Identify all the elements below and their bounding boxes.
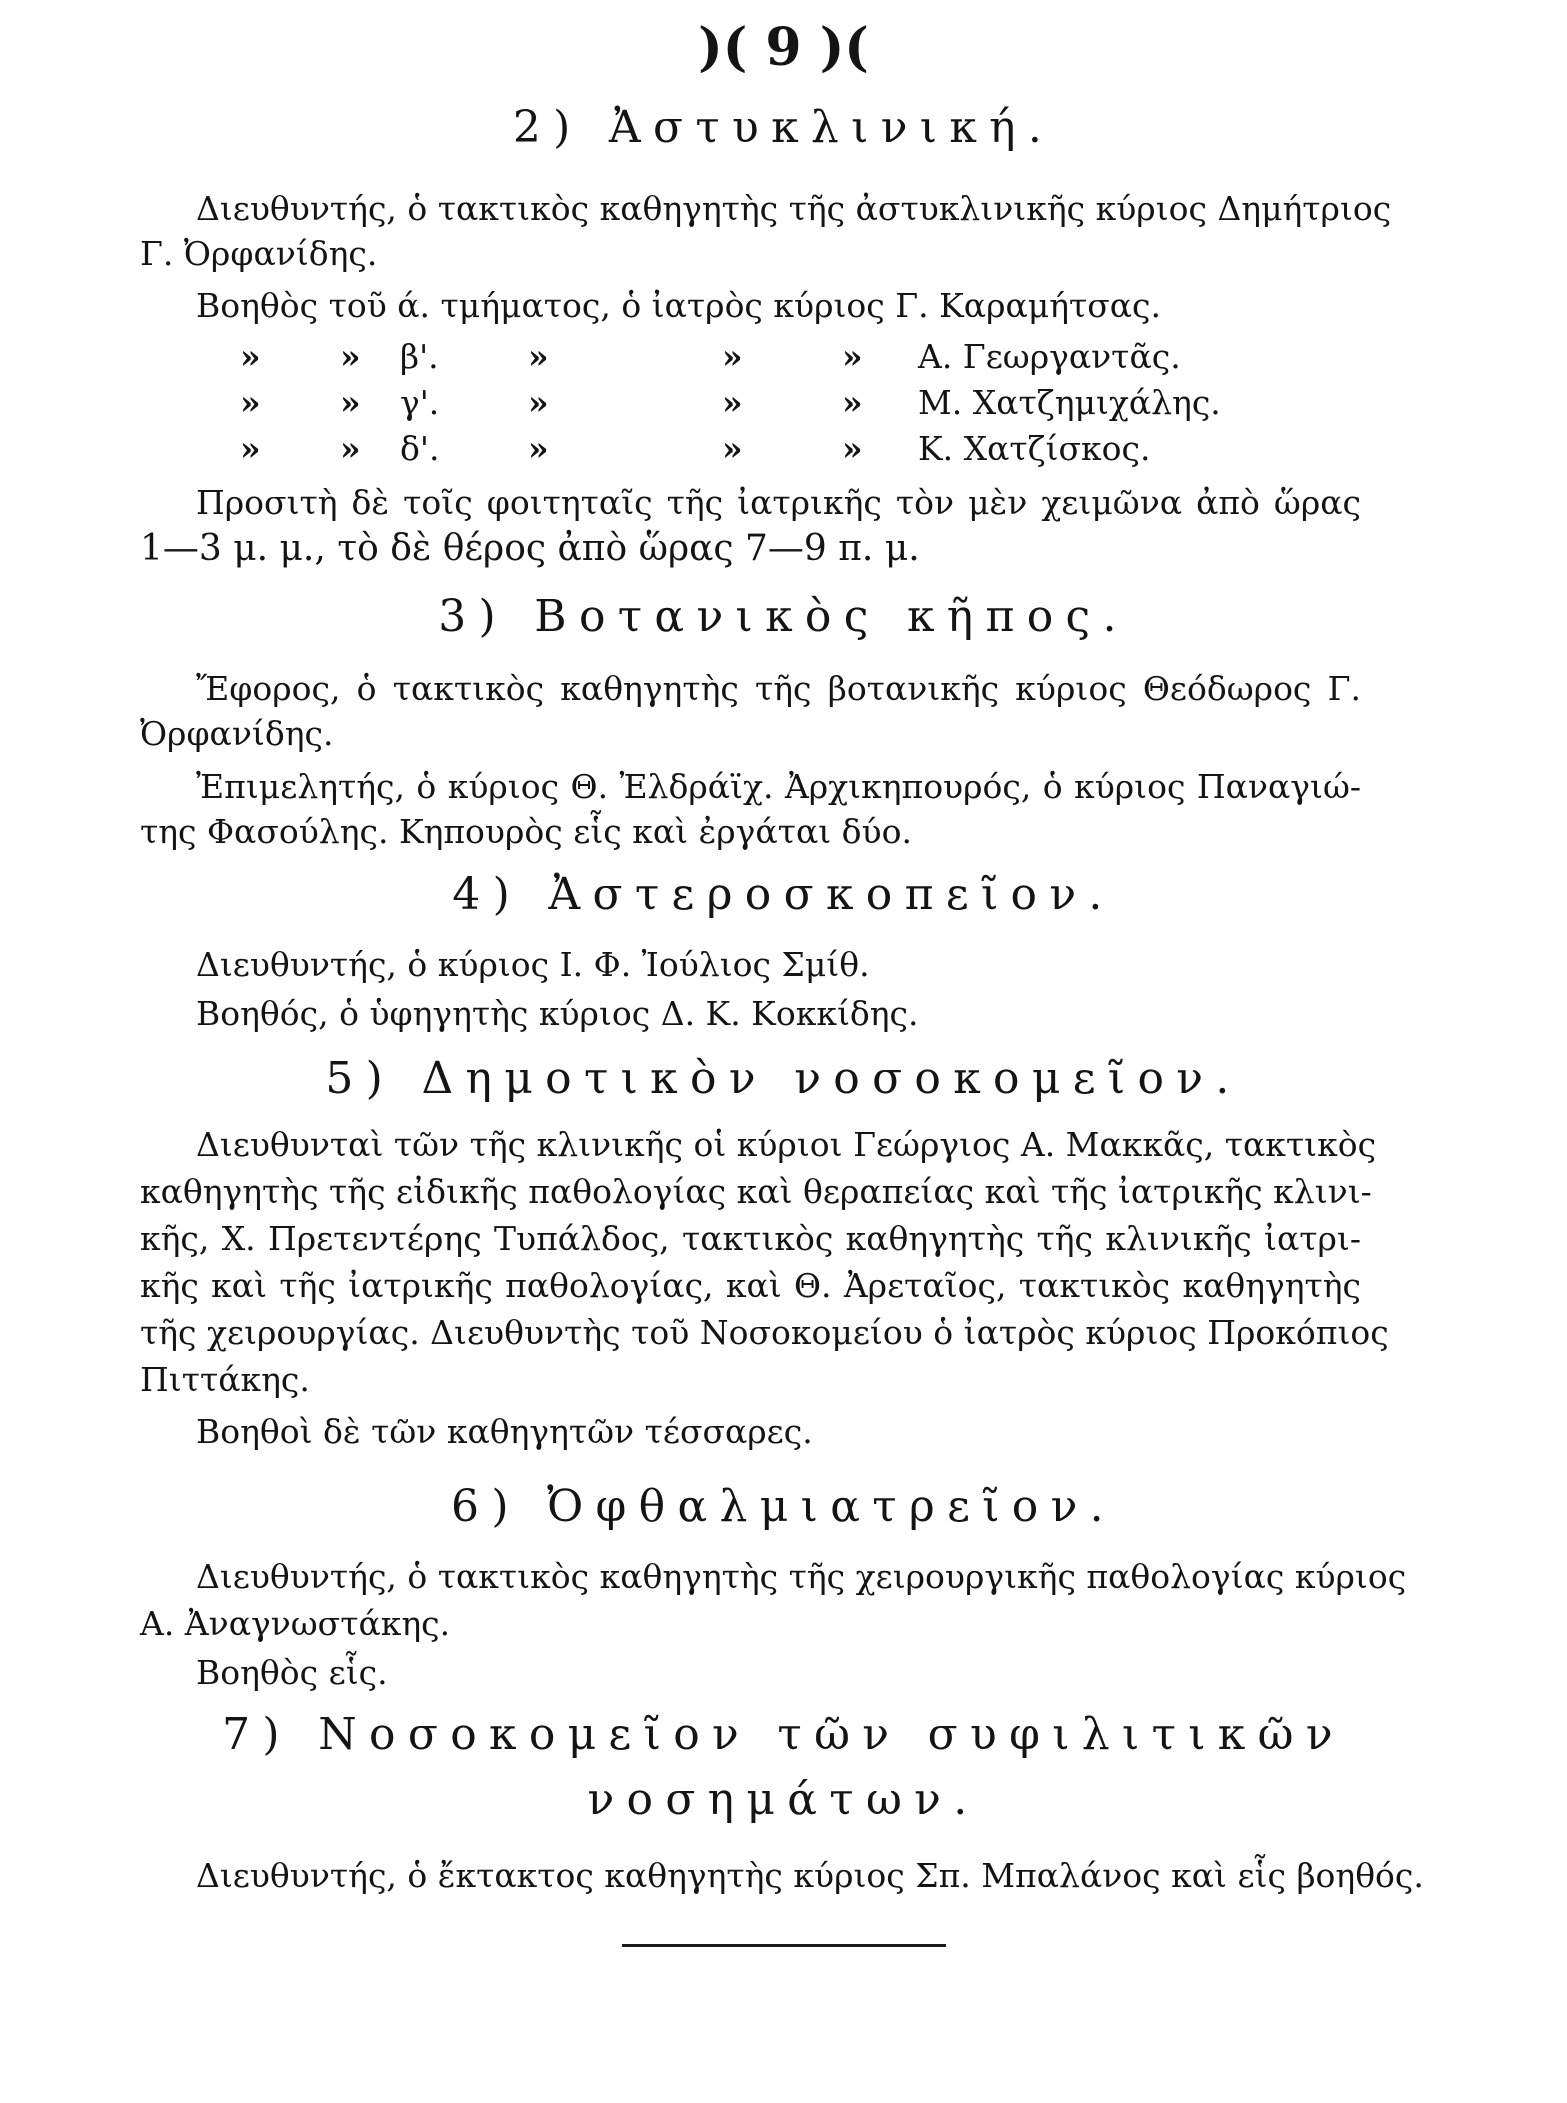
body-line: Βοηθὸς εἷς. xyxy=(196,1653,388,1692)
body-line: Ἐπιμελητής, ὁ κύριος Θ. Ἐλδράϊχ. Ἀρχικηπουρός, ὁ κύριος Παναγιώ- xyxy=(196,767,1361,806)
body-line: Βοηθὸς τοῦ ά. τμήματος, ὁ ἰατρὸς κύριος Γ. Καραμήτσας. xyxy=(196,286,1162,325)
ditto-mark: » xyxy=(528,429,549,468)
ordinal: δ'. xyxy=(400,429,440,468)
body-line: Ἔφορος, ὁ τακτικὸς καθηγητὴς τῆς βοτανικῆς κύριος Θεόδωρος Γ. xyxy=(196,669,1361,708)
body-line: Διευθυντής, ὁ κύριος Ι. Φ. Ἰούλιος Σμίθ. xyxy=(196,945,870,984)
body-line: Προσιτὴ δὲ τοῖς φοιτηταῖς τῆς ἰατρικῆς τὸν μὲν χειμῶνα ἀπὸ ὥρας xyxy=(196,483,1361,522)
assistant-row xyxy=(0,429,1567,472)
body-line: κῆς καὶ τῆς ἰατρικῆς παθολογίας, καὶ Θ. Ἀρεταῖος, τακτικὸς καθηγητὴς xyxy=(140,1266,1361,1305)
body-line: Διευθυνταὶ τῶν τῆς κλινικῆς οἱ κύριοι Γεώργιος Α. Μακκᾶς, τακτικὸς xyxy=(196,1125,1377,1164)
ditto-mark: » xyxy=(528,337,549,376)
body-line: Α. Ἀναγνωστάκης. xyxy=(140,1604,451,1643)
body-line: Πιττάκης. xyxy=(140,1360,310,1399)
assistant-row xyxy=(0,337,1567,380)
body-line: Βοηθοὶ δὲ τῶν καθηγητῶν τέσσαρες. xyxy=(196,1412,813,1451)
body-line: Διευθυντής, ὁ τακτικὸς καθηγητὴς τῆς χειρουργικῆς παθολογίας κύριος xyxy=(196,1557,1407,1596)
section-heading-demotikon-nosokomeion: 5) Δημοτικὸν νοσοκομεῖον. xyxy=(325,1053,1242,1104)
ditto-mark: » xyxy=(722,337,743,376)
ditto-mark: » xyxy=(842,383,863,422)
ditto-mark: » xyxy=(240,383,261,422)
body-line: Βοηθός, ὁ ὑφηγητὴς κύριος Δ. Κ. Κοκκίδης. xyxy=(196,994,919,1033)
assistant-name: Κ. Χατζίσκος. xyxy=(918,429,1151,468)
assistant-row xyxy=(0,383,1567,426)
ditto-mark: » xyxy=(340,383,361,422)
section-heading-asteroskopeion: 4) Ἀστεροσκοπεῖον. xyxy=(452,869,1115,920)
body-line: καθηγητὴς τῆς εἰδικῆς παθολογίας καὶ θεραπείας καὶ τῆς ἰατρικῆς κλινι- xyxy=(140,1172,1372,1211)
body-line: Διευθυντής, ὁ ἔκτακτος καθηγητὴς κύριος Σπ. Μπαλάνος καὶ εἷς βοηθός. xyxy=(196,1856,1424,1895)
section-heading-astyklinike: 2) Ἀστυκλινική. xyxy=(512,102,1055,153)
page-number: )( 9 )( xyxy=(698,17,869,78)
section-heading-ophthalmiatreion: 6) Ὀφθαλμιατρεῖον. xyxy=(451,1481,1116,1532)
assistant-name: Α. Γεωργαντᾶς. xyxy=(918,337,1181,376)
ordinal: β'. xyxy=(400,337,439,376)
ditto-mark: » xyxy=(340,337,361,376)
ditto-mark: » xyxy=(240,337,261,376)
body-line: κῆς, Χ. Πρετεντέρης Τυπάλδος, τακτικὸς καθηγητὴς τῆς κλινικῆς ἰατρι- xyxy=(140,1219,1361,1258)
end-rule xyxy=(622,1944,946,1947)
ordinal: γ'. xyxy=(400,383,440,422)
assistant-name: Μ. Χατζημιχάλης. xyxy=(918,383,1221,422)
ditto-mark: » xyxy=(528,383,549,422)
body-line: της Φασούλης. Κηπουρὸς εἷς καὶ ἐργάται δύο. xyxy=(140,812,912,851)
ditto-mark: » xyxy=(842,429,863,468)
body-line: Διευθυντής, ὁ τακτικὸς καθηγητὴς τῆς ἀστυκλινικῆς κύριος Δημήτριος xyxy=(196,189,1392,228)
ditto-mark: » xyxy=(722,429,743,468)
body-line: τῆς χειρουργίας. Διευθυντὴς τοῦ Νοσοκομείου ὁ ἰατρὸς κύριος Προκόπιος xyxy=(140,1313,1389,1352)
section-heading-botanikos-kepos: 3) Βοτανικὸς κῆπος. xyxy=(438,591,1129,642)
ditto-mark: » xyxy=(842,337,863,376)
ditto-mark: » xyxy=(240,429,261,468)
section-heading-continuation: νοσημάτων. xyxy=(587,1774,980,1825)
body-line: Ὀρφανίδης. xyxy=(140,714,334,753)
body-line: 1—3 μ. μ., τὸ δὲ θέρος ἀπὸ ὥρας 7—9 π. μ. xyxy=(140,528,920,569)
section-heading-nosokomeion-syphilitikon: 7) Νοσοκομεῖον τῶν συφιλιτικῶν xyxy=(222,1709,1345,1760)
body-line: Γ. Ὀρφανίδης. xyxy=(140,234,378,273)
ditto-mark: » xyxy=(722,383,743,422)
ditto-mark: » xyxy=(340,429,361,468)
